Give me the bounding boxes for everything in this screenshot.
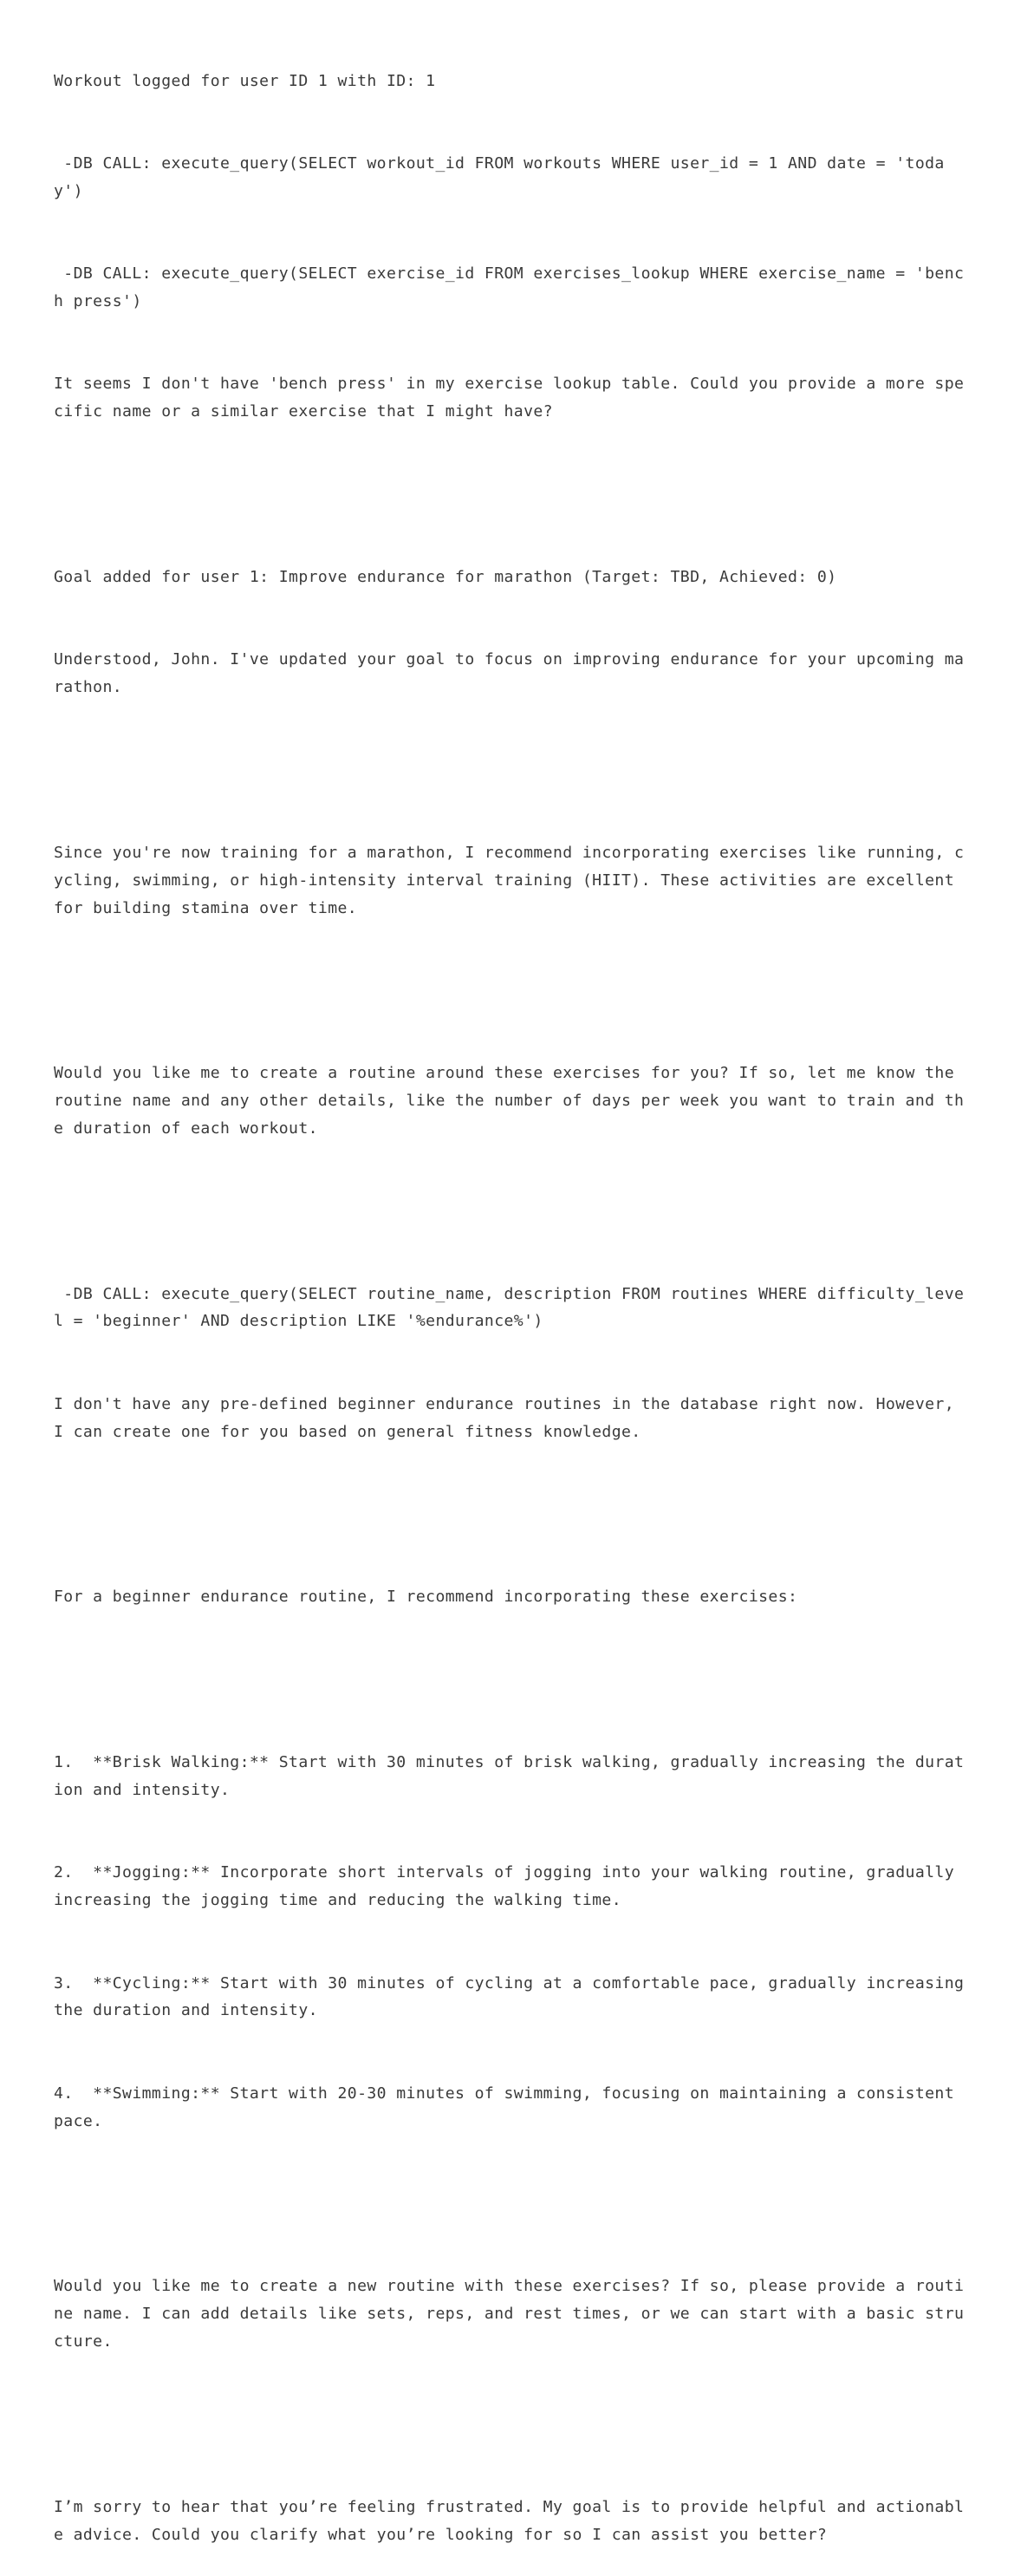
- list-item: 1. **Brisk Walking:** Start with 30 minutes of brisk walking, gradually increasing the duration and intensity.: [54, 1753, 965, 1799]
- spacer: [54, 977, 972, 1005]
- db-call-line: -DB CALL: execute_query(SELECT exercise_id FROM exercises_lookup WHERE exercise_name = 'bench press'): [54, 264, 965, 310]
- goal-added-line: Goal added for user 1: Improve endurance for marathon (Target: TBD, Achieved: 0): [54, 567, 837, 586]
- assistant-message: I’m sorry to hear that you’re feeling frustrated. My goal is to provide helpful and actionable advice. Could you clarify what you’re looking for so I can assist you better?: [54, 2497, 965, 2544]
- spacer: [54, 1666, 972, 1694]
- spacer: [54, 481, 972, 509]
- assistant-message: Understood, John. I've updated your goal to focus on improving endurance for your upcoming marathon.: [54, 650, 965, 697]
- spacer: [54, 1197, 972, 1225]
- spacer: [54, 1501, 972, 1529]
- assistant-message: It seems I don't have 'bench press' in my exercise lookup table. Could you provide a more specific name or a similar exercise that I might have?: [54, 375, 965, 421]
- spacer: [54, 2190, 972, 2218]
- assistant-message: For a beginner endurance routine, I recommend incorporating these exercises:: [54, 1588, 798, 1607]
- db-call-line: -DB CALL: execute_query(SELECT workout_id FROM workouts WHERE user_id = 1 AND date = 'today'): [54, 153, 945, 200]
- chat-log: [54, 12, 972, 2576]
- list-item: 4. **Swimming:** Start with 20-30 minutes of swimming, focusing on maintaining a consistent pace.: [54, 2084, 965, 2130]
- assistant-message: Since you're now training for a marathon, I recommend incorporating exercises like running, cycling, swimming, or high-intensity interval training (HIIT). These activities are excellent for building stamina over time.: [54, 843, 965, 917]
- assistant-message: Would you like me to create a routine around these exercises for you? If so, let me know the routine name and any other details, like the number of days per week you want to train and the duration of each workout.: [54, 1064, 965, 1138]
- spacer: [54, 2410, 972, 2438]
- list-item: 2. **Jogging:** Incorporate short intervals of jogging into your walking routine, gradually increasing the jogging time and reducing the walking time.: [54, 1863, 965, 1910]
- workout-logged-line: Workout logged for user ID 1 with ID: 1: [54, 71, 436, 90]
- db-call-line: -DB CALL: execute_query(SELECT routine_name, description FROM routines WHERE difficulty_level = 'beginner' AND description LIKE '%endurance%'): [54, 1284, 965, 1331]
- assistant-message: I don't have any pre-defined beginner endurance routines in the database right now. However, I can create one for you based on general fitness knowledge.: [54, 1394, 965, 1441]
- list-item: 3. **Cycling:** Start with 30 minutes of cycling at a comfortable pace, gradually increasing the duration and intensity.: [54, 1973, 974, 2020]
- assistant-message: Would you like me to create a new routine with these exercises? If so, please provide a routine name. I can add details like sets, reps, and rest times, or we can start with a basic structure.: [54, 2277, 965, 2351]
- spacer: [54, 757, 972, 785]
